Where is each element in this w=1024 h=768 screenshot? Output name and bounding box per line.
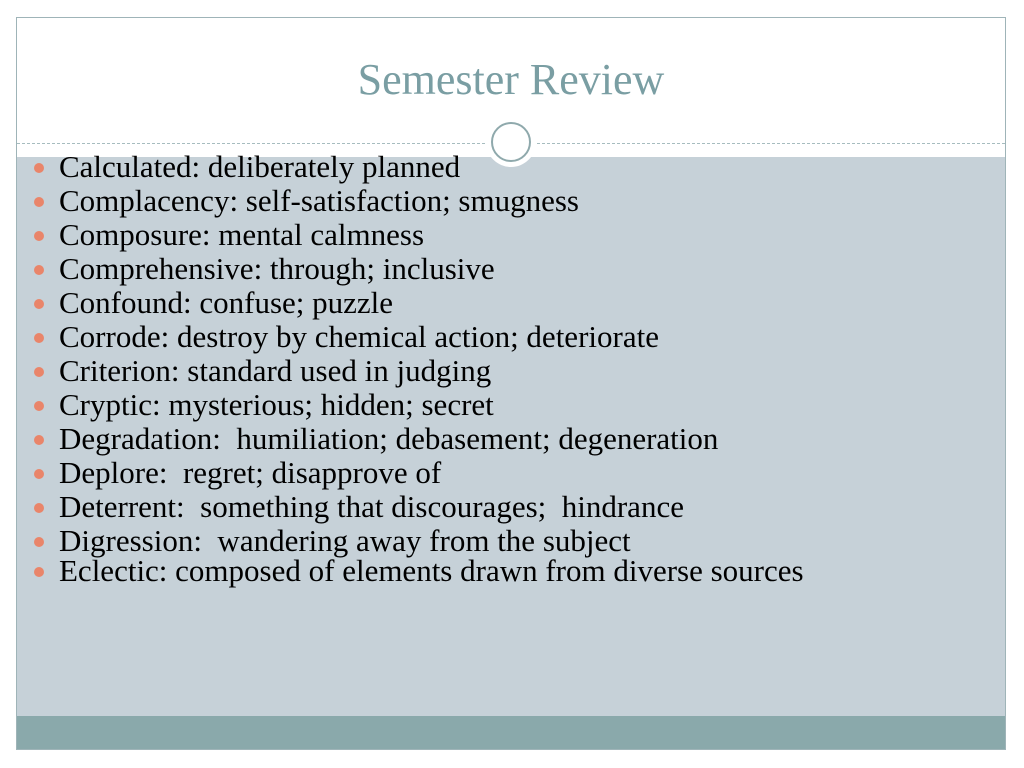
list-item xyxy=(32,456,972,490)
bullet-dot-icon xyxy=(34,537,44,547)
bullet-dot-icon xyxy=(34,435,44,445)
bullet-dot-icon xyxy=(34,367,44,377)
list-item xyxy=(32,354,972,388)
bullet-dot-icon xyxy=(34,231,44,241)
list-item-text: Confound: confuse; puzzle xyxy=(59,285,394,320)
list-item xyxy=(32,150,972,184)
list-item-text: Criterion: standard used in judging xyxy=(59,353,492,388)
list-item-text: Degradation: humiliation; debasement; degeneration xyxy=(59,421,719,456)
bullet-dot-icon xyxy=(34,299,44,309)
bullet-dot-icon xyxy=(34,503,44,513)
list-item xyxy=(32,422,972,456)
bullet-dot-icon xyxy=(34,163,44,173)
list-item-text: Composure: mental calmness xyxy=(59,217,425,252)
list-item xyxy=(32,184,972,218)
list-item xyxy=(32,490,972,524)
bullet-dot-icon xyxy=(34,333,44,343)
list-item-text: Deplore: regret; disapprove of xyxy=(59,455,442,490)
list-item xyxy=(32,320,972,354)
list-item-text: Cryptic: mysterious; hidden; secret xyxy=(59,387,494,422)
slide-title: Semester Review xyxy=(357,55,665,104)
list-item-text: Calculated: deliberately planned xyxy=(59,149,461,184)
list-item xyxy=(32,553,972,588)
vocabulary-list xyxy=(32,149,972,588)
footer-band xyxy=(17,716,1005,750)
list-item-text: Digression: wandering away from the subject xyxy=(59,523,631,558)
list-item-text: Deterrent: something that discourages; hindrance xyxy=(59,489,684,524)
bullet-dot-icon xyxy=(34,265,44,275)
list-item-text: Eclectic: composed of elements drawn from diverse sources xyxy=(59,553,804,588)
list-item-text: Comprehensive: through; inclusive xyxy=(59,251,495,286)
list-item xyxy=(32,388,972,422)
list-item xyxy=(32,252,972,286)
list-item-text: Complacency: self-satisfaction; smugness xyxy=(59,183,579,218)
list-item xyxy=(32,286,972,320)
bullet-dot-icon xyxy=(34,401,44,411)
list-item-text: Corrode: destroy by chemical action; deteriorate xyxy=(59,319,659,354)
bullet-dot-icon xyxy=(34,567,44,577)
bullet-dot-icon xyxy=(34,197,44,207)
list-item xyxy=(32,218,972,252)
bullet-dot-icon xyxy=(34,469,44,479)
